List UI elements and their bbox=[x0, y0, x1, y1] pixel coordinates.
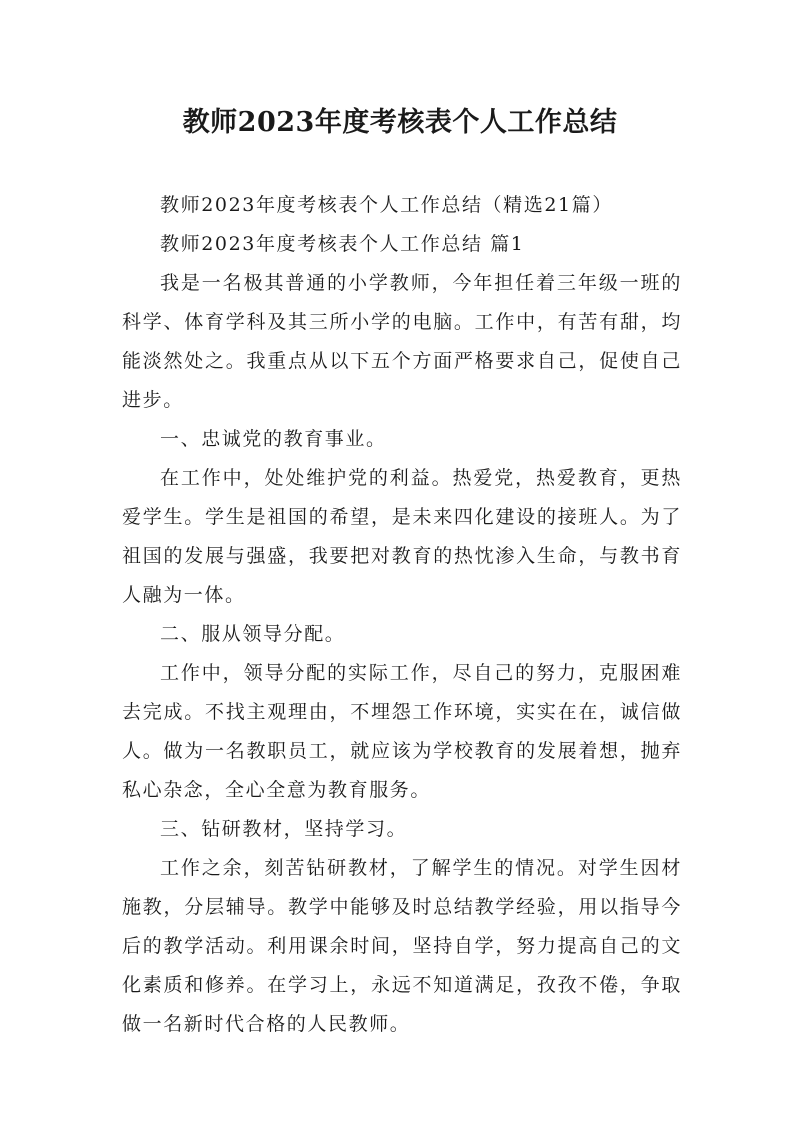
section-heading: 二、服从领导分配。 bbox=[160, 623, 346, 645]
section-heading: 教师2023年度考核表个人工作总结 篇1 bbox=[160, 233, 525, 255]
body-paragraph: 在工作中，处处维护党的利益。热爱党，热爱教育，更热爱学生。学生是祖国的希望，是未来四化建设的接班人。为了祖国的发展与强盛，我要把对教育的热忱渗入生命，与教书育人融为一体。 bbox=[122, 467, 682, 606]
body-paragraph: 我是一名极其普通的小学教师，今年担任着三年级一班的科学、体育学科及其三所小学的电脑。工作中，有苦有甜，均能淡然处之。我重点从以下五个方面严格要求自己，促使自己进步。 bbox=[122, 272, 682, 411]
page-title: 教师2023年度考核表个人工作总结 bbox=[182, 107, 618, 138]
subtitle-paragraph: 教师2023年度考核表个人工作总结（精选21篇） bbox=[160, 194, 613, 216]
body-paragraph: 工作中，领导分配的实际工作，尽自己的努力，克服困难去完成。不找主观理由，不埋怨工作环境，实实在在，诚信做人。做为一名教职员工，就应该为学校教育的发展着想，抛弃私心杂念，全心全意为教育服务。 bbox=[122, 662, 682, 801]
body-paragraph: 工作之余，刻苦钻研教材，了解学生的情况。对学生因材施教，分层辅导。教学中能够及时总结教学经验，用以指导今后的教学活动。利用课余时间，坚持自学，努力提高自己的文化素质和修养。在学习上，永远不知道满足，孜孜不倦，争取做一名新时代合格的人民教师。 bbox=[122, 857, 682, 1035]
section-heading: 一、忠诚党的教育事业。 bbox=[160, 428, 387, 450]
document-body bbox=[122, 186, 682, 1044]
section-heading: 三、钻研教材，坚持学习。 bbox=[160, 818, 408, 840]
